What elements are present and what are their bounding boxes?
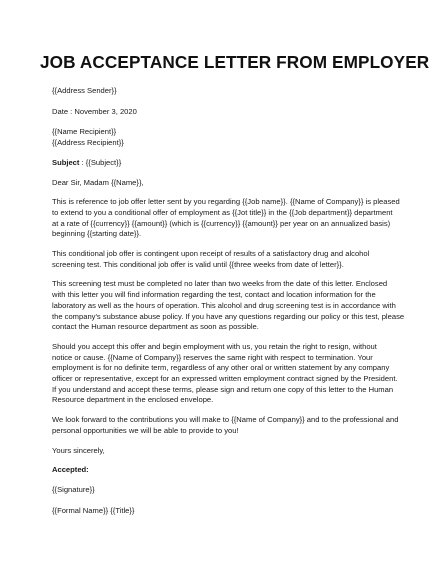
paragraph-line: with this letter you will find information regarding the test, contact and location information for the xyxy=(52,290,376,300)
paragraph-line: personal opportunities we will be able to provide to you! xyxy=(52,425,239,435)
paragraph-line: This conditional job offer is contingent upon receipt of results of a satisfactory drug and alcohol xyxy=(52,249,370,259)
paragraph-line: at a rate of {{currency}} {{amount}} (which is {{currency}} {{amount}} per year on an annualized basis) xyxy=(52,218,391,228)
signature-placeholder: {{Signature}} xyxy=(52,484,95,494)
paragraph-line: We look forward to the contributions you will make to {{Name of Company}} and to the professional and xyxy=(52,415,399,425)
letter-date: Date : November 3, 2020 xyxy=(52,106,137,116)
paragraph-conditional xyxy=(52,249,400,270)
closing-text: Yours sincerely, xyxy=(52,445,105,455)
salutation: Dear Sir, Madam {{Name}}, xyxy=(52,177,144,187)
paragraph-line: to extend to you a conditional offer of employment as {{Jot title}} in the {{Job department}} department xyxy=(52,207,393,217)
paragraph-line: This screening test must be completed no later than two weeks from the date of this letter. Enclosed xyxy=(52,279,388,289)
paragraph-line: officer or representative, except for an expressed written employment contract signed by the President. xyxy=(52,374,398,384)
paragraph-line: Should you accept this offer and begin employment with us, you retain the right to resign, without xyxy=(52,341,377,351)
paragraph-line: contact the Human resource department as soon as possible. xyxy=(52,322,259,332)
paragraph-line: screening test. This conditional job offer is valid until {{three weeks from date of letter}}. xyxy=(52,259,344,269)
subject-label: Subject xyxy=(52,157,80,167)
paragraph-line: the company's substance abuse policy. If you have any questions regarding our policy or this test, please xyxy=(52,311,405,321)
paragraph-line: If you understand and accept these terms, please sign and return one copy of this letter to the Human xyxy=(52,384,394,394)
subject-value: : {{Subject}} xyxy=(79,157,122,167)
paragraph-screening xyxy=(52,279,405,333)
recipient-address: {{Address Recipient}} xyxy=(52,138,124,148)
paragraph-terms xyxy=(52,342,400,406)
address-sender: {{Address Sender}} xyxy=(52,86,117,95)
subject-line xyxy=(52,158,400,169)
paragraph-line: laboratory as well as the hours of operation. This alcohol and drug screening test is in accordance with xyxy=(52,300,396,310)
formal-name-placeholder: {{Formal Name}} {{Title}} xyxy=(52,505,135,515)
paragraph-line: notice or cause. {{Name of Company}} reserves the same right with respect to termination. Your xyxy=(52,352,373,362)
paragraph-offer xyxy=(52,197,400,240)
paragraph-closing xyxy=(52,415,400,436)
paragraph-line: employment is for no definite term, regardless of any other oral or written statement by any company xyxy=(52,363,390,373)
document-title: JOB ACCEPTANCE LETTER FROM EMPLOYER xyxy=(40,52,430,72)
recipient-name: {{Name Recipient}} xyxy=(52,127,117,137)
paragraph-line: beginning {{starting date}}. xyxy=(52,229,142,239)
recipient-block xyxy=(52,127,400,148)
accepted-label: Accepted: xyxy=(52,465,89,475)
paragraph-line: Resource department in the enclosed envelope. xyxy=(52,395,214,405)
paragraph-line: This is reference to job offer letter sent by you regarding {{Job name}}. {{Name of Company}} is pleased xyxy=(52,197,400,207)
